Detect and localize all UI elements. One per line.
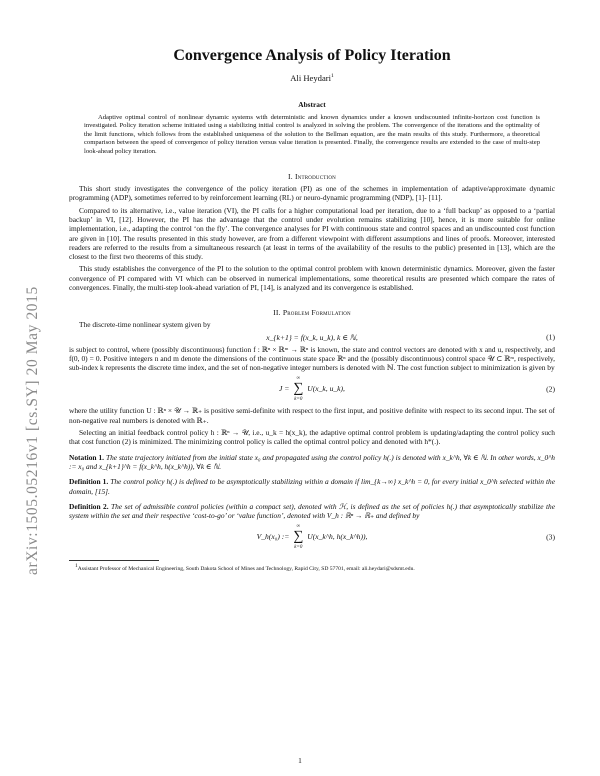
notation-1-label: Notation 1. xyxy=(69,452,105,462)
footnote-rule xyxy=(69,560,159,561)
author-line xyxy=(69,73,555,83)
sum-lower-limit: k=0 xyxy=(294,545,303,551)
intro-paragraph-2: Compared to its alternative, i.e., value iteration (VI), the PI calls for a higher computational load per iteration, due to a ‘full backup’ as opposed to a ‘partial backup’ in VI, [12]. However, the PI has the advantage that the control under evolution remains stabilizing [10], hence, it is more suitable for online implementation, i.e., adapting the control ‘on the fly’. The convergence analyses for PI with continuous state and control spaces and an undiscounted cost function are given in [10]. The results presented in this study however, are from a different viewpoint with different assumptions and lines of proofs. Moreover, interested readers are referred to the results from a simultaneous research (at least in terms of the availability of the results to the public) presented in [13], which are the closest to the first two theorems of this study. xyxy=(69,205,555,262)
sum-upper-limit: ∞ xyxy=(296,524,301,530)
sum-lower-limit: k=0 xyxy=(294,397,303,403)
equation-3 xyxy=(69,523,555,551)
summation-symbol: ∞ ∑ k=0 xyxy=(293,376,304,403)
section-2-title: Problem Formulation xyxy=(282,308,351,318)
notation-1-text: The state trajectory initiated from the initial state x₀ and propagated using the control policy h(.) is denoted with x_k^h, ∀k ∈ ℕ. In other words, x_0^h := x₀ and x_{k+1}^h = f(x_k^h, h(x_k^h)), ∀k ∈ ℕ. xyxy=(69,452,555,471)
definition-2 xyxy=(69,502,555,521)
equation-2-number: (2) xyxy=(546,384,555,394)
intro-paragraph-3: This study establishes the convergence of the PI to the solution to the optimal control problem with known deterministic dynamics. Moreover, given the faster convergence of PI compared with VI which can be observed in numerical implementations, some theoretical results are presented which compare the rates of convergences. Finally, the multi-step look-ahead variation of PI, [14], is analyzed and its convergence is established. xyxy=(69,264,555,292)
definition-2-label: Definition 2. xyxy=(69,501,109,511)
abstract-heading: Abstract xyxy=(298,100,326,109)
sum-upper-limit: ∞ xyxy=(296,376,301,382)
footnote-text: Assistant Professor of Mechanical Engineering, South Dakota School of Mines and Technology, Rapid City, SD 57701, email: ali.heydari@sdsmt.edu. xyxy=(77,566,415,573)
page-number: 1 xyxy=(298,756,302,765)
intro-paragraph-1: This short study investigates the convergence of the policy iteration (PI) as one of the schemes in implementation of adaptive/approximate dynamic programming (ADP), sometimes referred to by reinforcement learning (RL) or neuro-dynamic programming (NDP), [1]- [11]. xyxy=(69,184,555,203)
notation-1 xyxy=(69,453,555,472)
definition-1 xyxy=(69,477,555,496)
equation-1 xyxy=(69,333,555,342)
section-1-title: Introduction xyxy=(294,172,336,182)
summation-symbol: ∞ ∑ k=0 xyxy=(293,524,304,551)
paper-page xyxy=(69,47,555,572)
definition-1-text: The control policy h(.) is defined to be asymptotically stabilizing within a domain if lim_{k→∞} x_k^h = 0, for every initial x_0^h selected within the domain, [15]. xyxy=(69,477,555,496)
equation-1-number: (1) xyxy=(546,332,555,342)
equation-3-rhs: U(x_k^h, h(x_k^h)), xyxy=(307,532,368,542)
equation-1-body: x_{k+1} = f(x_k, u_k), k ∈ ℕ, xyxy=(266,332,358,342)
formulation-paragraph-3: where the utility function U : ℝⁿ × 𝒰 → ℝ₊ is positive semi-definite with respect to the first input, and positive definite with respect to its second input. The set of non-negative real numbers is denoted with ℝ₊. xyxy=(69,406,555,425)
author-footnote-mark: 1 xyxy=(331,73,334,80)
equation-3-number: (3) xyxy=(546,532,555,542)
equation-2-rhs: U(x_k, u_k), xyxy=(307,384,345,394)
equation-2 xyxy=(69,375,555,403)
equation-3-lhs: V_h(x₀) := xyxy=(256,532,290,542)
formulation-paragraph-2: is subject to control, where (possibly discontinuous) function f : ℝⁿ × ℝᵐ → ℝⁿ is known, the state and control vectors are denoted with x and u, respectively, and f(0, 0) = 0. Positive integers n and m denote the dimensions of the continuous state space ℝⁿ and the (possibly discontinuous) control space 𝒰 ⊂ ℝᵐ, respectively, sub-index k represents the discrete time index, and the set of non-negative integer numbers is denoted with ℕ. The cost function subject to minimization is given by xyxy=(69,344,555,373)
footnote-mark: 1 xyxy=(75,563,78,570)
section-1-numeral: I. xyxy=(288,172,293,182)
formulation-paragraph-1: The discrete-time nonlinear system given by xyxy=(79,320,211,330)
footnote xyxy=(69,563,555,572)
paper-title: Convergence Analysis of Policy Iteration xyxy=(173,47,451,64)
section-1-heading xyxy=(69,172,555,181)
formulation-paragraph-4: Selecting an initial feedback control policy h : ℝⁿ → 𝒰, i.e., u_k = h(x_k), the adaptive optimal control problem is updating/adapting the control policy such that cost function (2) is minimized. The minimizing control policy is called the optimal control policy and denoted with h*(.). xyxy=(69,428,555,447)
section-2-numeral: II. xyxy=(273,308,281,318)
definition-1-label: Definition 1. xyxy=(69,477,109,487)
equation-2-lhs: J = xyxy=(279,384,290,394)
definition-2-text: The set of admissible control policies (within a compact set), denoted with ℋ, is defined as the set of policies h(.) that asymptotically stabilize the system within the set and their respective ‘cost-to-go’ or ‘value function’, denoted with V_h : ℝⁿ → ℝ₊ and defined by xyxy=(69,501,555,521)
section-2-heading xyxy=(69,308,555,317)
author-name: Ali Heydari xyxy=(290,73,332,83)
arxiv-identifier: arXiv:1505.05216v1 [cs.SY] 20 May 2015 xyxy=(24,286,41,575)
abstract-text: Adaptive optimal control of nonlinear dynamic systems with deterministic and known dynamics under a known undiscounted infinite-horizon cost function is investigated. Policy iteration scheme initiated using a stabilizing initial control is analyzed in solving the problem. The convergence of the iterations and the optimality of the limit functions, which follows from the established uniqueness of the solution to the Bellman equation, are the main results of this study. Furthermore, a theoretical comparison between the speed of convergence of policy iteration versus value iteration is presented. Finally, the convergence results are extended to the case of multi-step look-ahead policy iteration. xyxy=(84,114,540,155)
